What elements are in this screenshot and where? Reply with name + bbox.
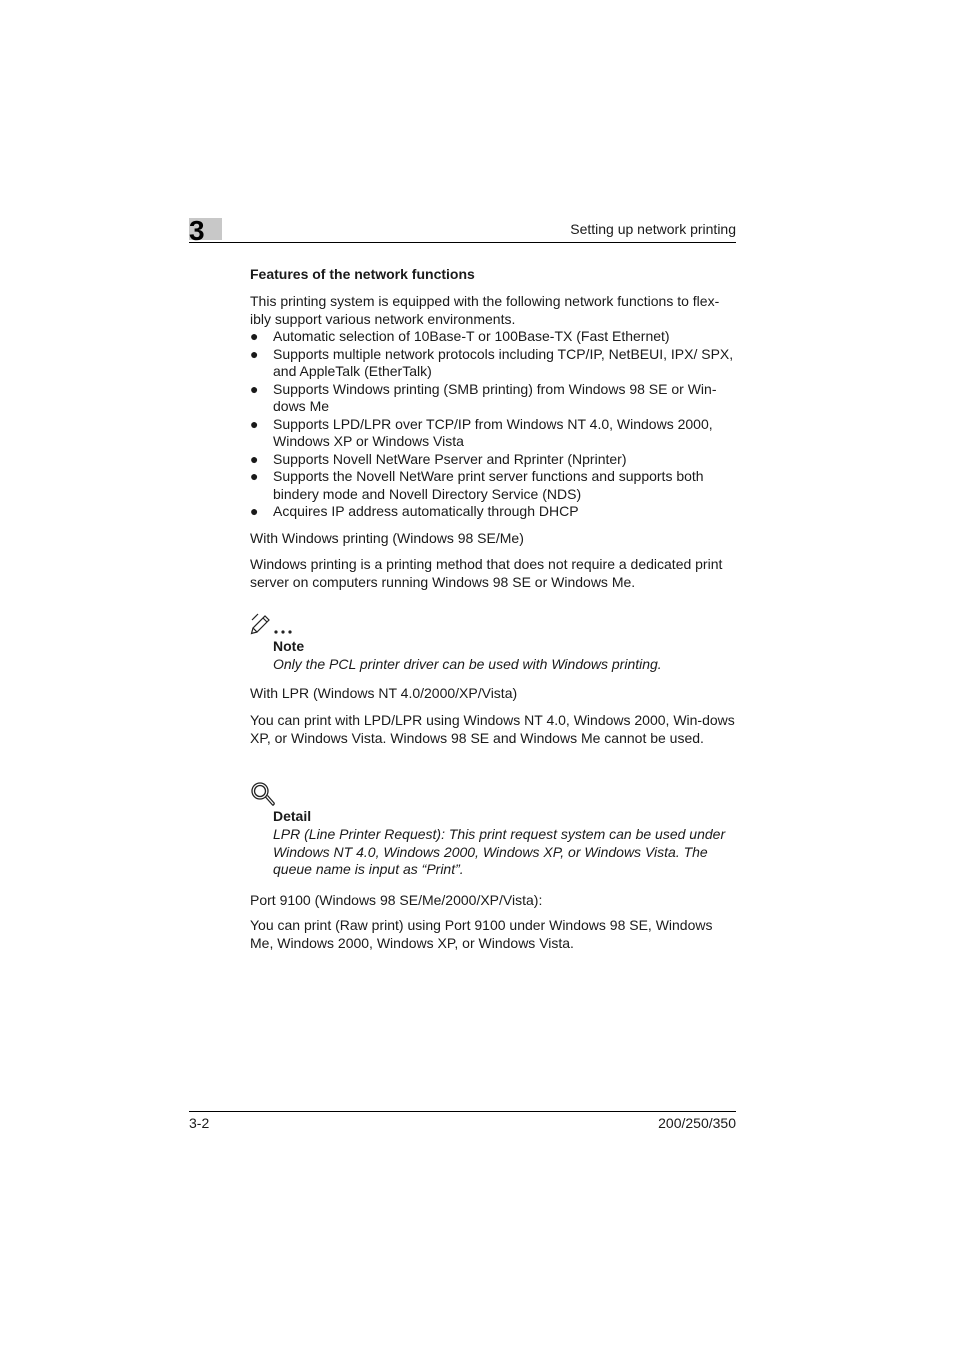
lpr-text: You can print with LPD/LPR using Windows NT 4.0, Windows 2000, Win-dows XP, or Windows Vista. Windows 98 SE and Windows Me cannot be used. bbox=[250, 712, 735, 746]
magnifier-icon bbox=[250, 781, 276, 809]
list-item: ● Supports LPD/LPR over TCP/IP from Windows NT 4.0, Windows 2000, Windows XP or Windows Vista bbox=[250, 415, 713, 449]
note-label: Note bbox=[273, 638, 305, 654]
note-text: Only the PCL printer driver can be used with Windows printing. bbox=[273, 656, 662, 672]
model-number: 200/250/350 bbox=[658, 1115, 736, 1131]
footer-divider bbox=[189, 1111, 736, 1112]
section-title: Setting up network printing bbox=[570, 221, 736, 237]
bullet-icon: ● bbox=[250, 380, 259, 397]
list-item: ● Acquires IP address automatically through DHCP bbox=[250, 503, 579, 519]
windows-printing-text: Windows printing is a printing method that does not require a dedicated print server on computers running Windows 98 SE or Windows Me. bbox=[250, 556, 723, 590]
header-divider bbox=[189, 242, 736, 243]
list-item: ● Supports the Novell NetWare print server functions and supports both bindery mode and Novell Directory Service (NDS) bbox=[250, 468, 704, 502]
chapter-number: 3 bbox=[189, 215, 205, 246]
list-item: ● Supports multiple network protocols including TCP/IP, NetBEUI, IPX/ SPX, and AppleTalk (EtherTalk) bbox=[250, 345, 734, 379]
bullet-icon: ● bbox=[250, 415, 259, 432]
bullet-icon: ● bbox=[250, 450, 259, 467]
page-number: 3-2 bbox=[189, 1115, 210, 1131]
list-item: ● Automatic selection of 10Base-T or 100Base-TX (Fast Ethernet) bbox=[250, 328, 670, 344]
port-text: You can print (Raw print) using Port 9100 under Windows 98 SE, Windows Me, Windows 2000, Windows XP, or Windows Vista. bbox=[250, 917, 713, 951]
windows-printing-heading: With Windows printing (Windows 98 SE/Me) bbox=[250, 530, 524, 546]
bullet-icon: ● bbox=[250, 328, 259, 344]
list-item: ● Supports Novell NetWare Pserver and Rprinter (Nprinter) bbox=[250, 450, 627, 467]
port-heading: Port 9100 (Windows 98 SE/Me/2000/XP/Vista): bbox=[250, 892, 543, 908]
detail-label: Detail bbox=[273, 808, 312, 824]
pencil-note-icon bbox=[250, 610, 300, 636]
bullet-icon: ● bbox=[250, 503, 259, 519]
feature-list bbox=[250, 328, 736, 521]
bullet-icon: ● bbox=[250, 345, 259, 362]
lpr-heading: With LPR (Windows NT 4.0/2000/XP/Vista) bbox=[250, 685, 518, 701]
intro-paragraph: This printing system is equipped with the following network functions to flex-ibly support various network environments. bbox=[250, 293, 720, 327]
bullet-icon: ● bbox=[250, 468, 259, 484]
section-heading: Features of the network functions bbox=[250, 266, 475, 282]
detail-text: LPR (Line Printer Request): This print request system can be used under Windows NT 4.0, Windows 2000, Windows XP, or Windows Vista. The queue name is input as “Print”. bbox=[273, 826, 726, 877]
list-item: ● Supports Windows printing (SMB printing) from Windows 98 SE or Win-dows Me bbox=[250, 380, 717, 414]
